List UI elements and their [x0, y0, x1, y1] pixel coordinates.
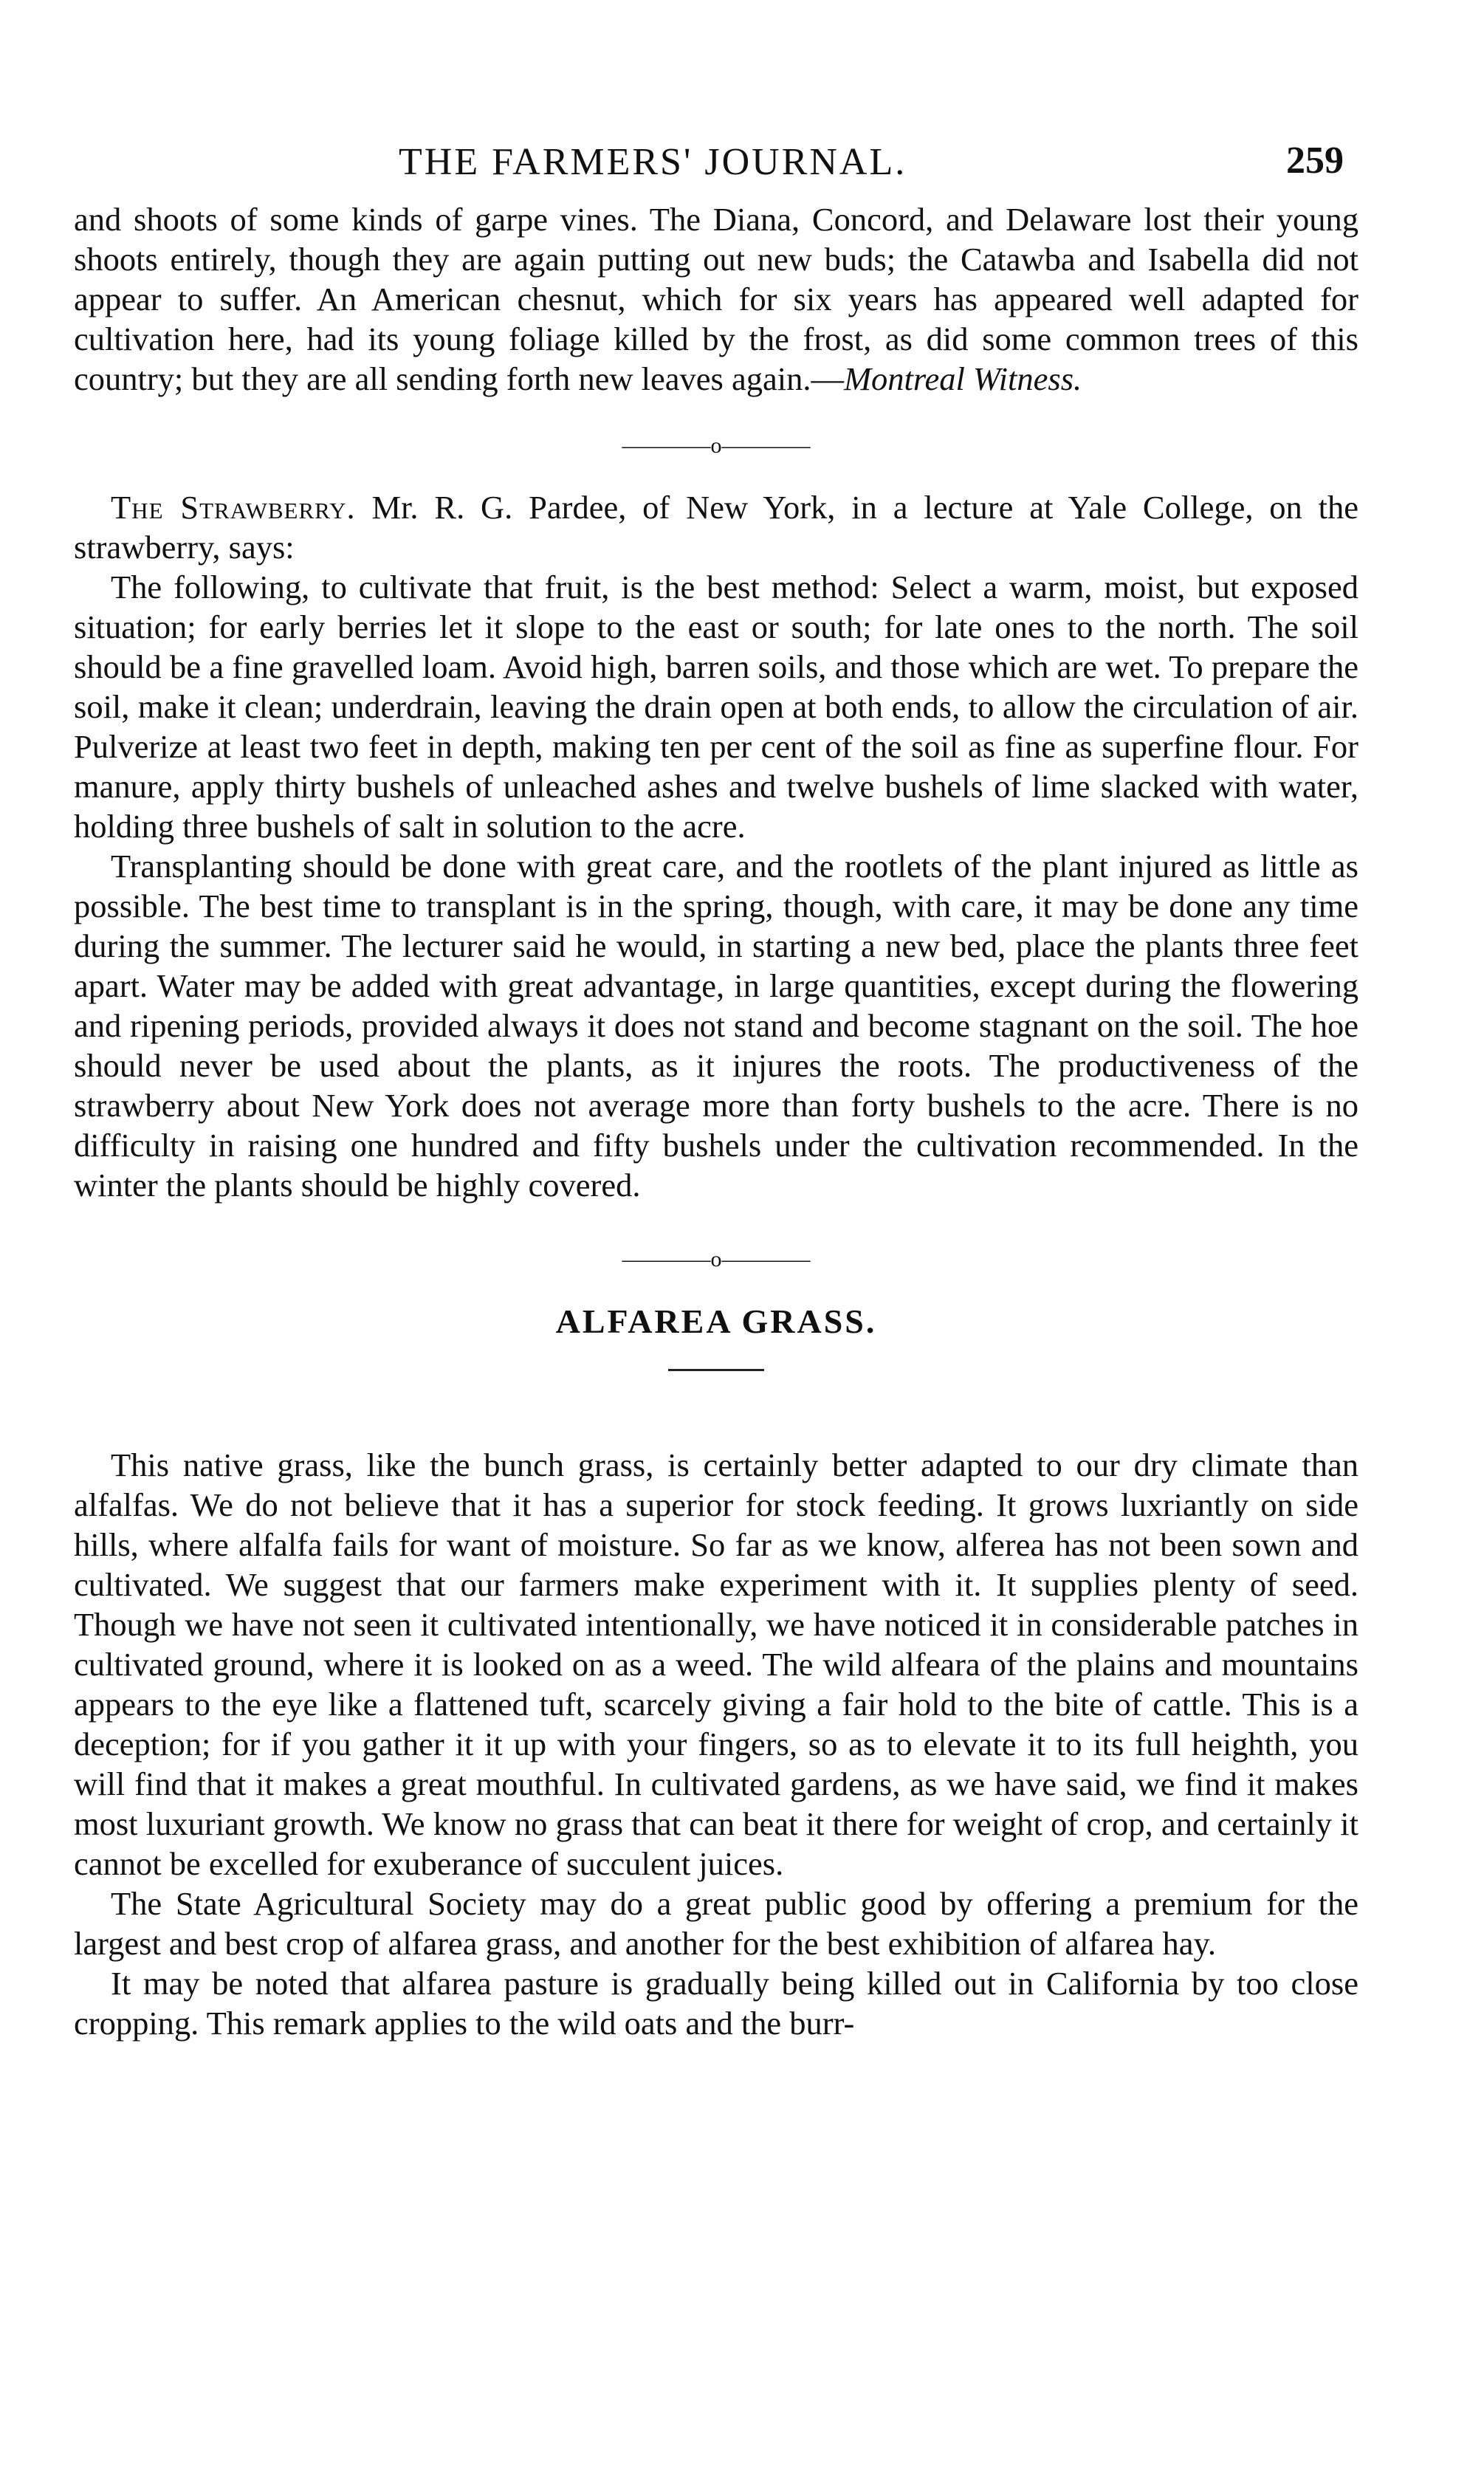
title-rule [668, 1369, 764, 1371]
page-header [74, 133, 1358, 199]
section-divider: ————o———— [622, 433, 811, 458]
article-intro [74, 487, 1358, 567]
article-paragraph: This native grass, like the bunch grass, is certainly better adapted to our dry climate than alfalfas. We do not believe that it has a superior for stock feeding. It grows luxriantly on side hills, where alfalfa fails for want of moisture. So far as we know, alferea has not been sown and cultivated. We suggest that our farmers make experiment with it. It supplies plenty of seed. Though we have not seen it cultivated intentionally, we have noticed it in considerable patches in cultivated ground, where it is looked on as a weed. The wild alfeara of the plains and mountains appears to the eye like a flattened tuft, scarcely giving a fair hold to the bite of cattle. This is a deception; for if you gather it it up with your fingers, so as to elevate it to its full heighth, you will find that it makes a great mouthful. In cultivated gardens, as we have said, we find it makes most luxuriant growth. We know no grass that can beat it there for weight of crop, and certainly it cannot be excelled for exuberance of succulent juices. [74, 1446, 1358, 1882]
article-text: and shoots of some kinds of garpe vines. The Diana, Concord, and Delaware lost their young shoots entirely, though they are again putting out new buds; the Catawba and Isabella did not appear to suffer. An American chesnut, which for six years has appeared well adapted for cultivation here, had its young foliage killed by the frost, as did some common trees of this country; but they are all sending forth new leaves again.— [74, 201, 1358, 397]
article-frost-report [74, 199, 1358, 399]
article-alfarea-grass [74, 1300, 1358, 2043]
article-intro-text: Mr. R. G. Pardee, of New York, in a lecture at Yale College, on the strawberry, says: [74, 489, 1358, 566]
running-title: THE FARMERS' JOURNAL. [399, 141, 907, 183]
page-number: 259 [1286, 140, 1344, 182]
article-paragraph: It may be noted that alfarea pasture is gradually being killed out in California by too close cropping. This remark applies to the wild oats and the burr- [74, 1965, 1358, 2042]
article-paragraph: The following, to cultivate that fruit, is the best method: Select a warm, moist, but exposed situation; for early berries let it slope to the east or south; for late ones to the north. The soil should be a fine gravelled loam. Avoid high, barren soils, and those which are wet. To prepare the soil, make it clean; underdrain, leaving the drain open at both ends, to allow the circulation of air. Pulverize at least two feet in depth, making ten per cent of the soil as fine as superfine flour. For manure, apply thirty bushels of unleached ashes and twelve bushels of lime slacked with water, holding three bushels of salt in solution to the acre. [74, 569, 1358, 845]
article-paragraph [74, 199, 1358, 399]
article-source: Montreal Witness. [843, 360, 1082, 397]
article-strawberry [74, 487, 1358, 1205]
section-divider: ————o———— [622, 1247, 811, 1271]
journal-page [74, 133, 1358, 2043]
article-paragraph: The State Agricultural Society may do a great public good by offering a premium for the largest and best crop of alfarea grass, and another for the best exhibition of alfarea hay. [74, 1885, 1358, 1962]
article-paragraph: Transplanting should be done with great care, and the rootlets of the plant injured as little as possible. The best time to transplant is in the spring, though, with care, it may be done any time during the summer. The lecturer said he would, in starting a new bed, place the plants three feet apart. Water may be added with great advantage, in large quantities, except during the flowering and ripening periods, provided always it does not stand and become stagnant on the soil. The hoe should never be used about the plants, as it injures the roots. The productiveness of the strawberry about New York does not average more than forty bushels to the acre. There is no difficulty in raising one hundred and fifty bushels under the cultivation recommended. In the winter the plants should be highly covered. [74, 848, 1358, 1204]
section-title: ALFAREA GRASS. [555, 1302, 877, 1340]
article-heading: The Strawberry. [111, 489, 356, 526]
